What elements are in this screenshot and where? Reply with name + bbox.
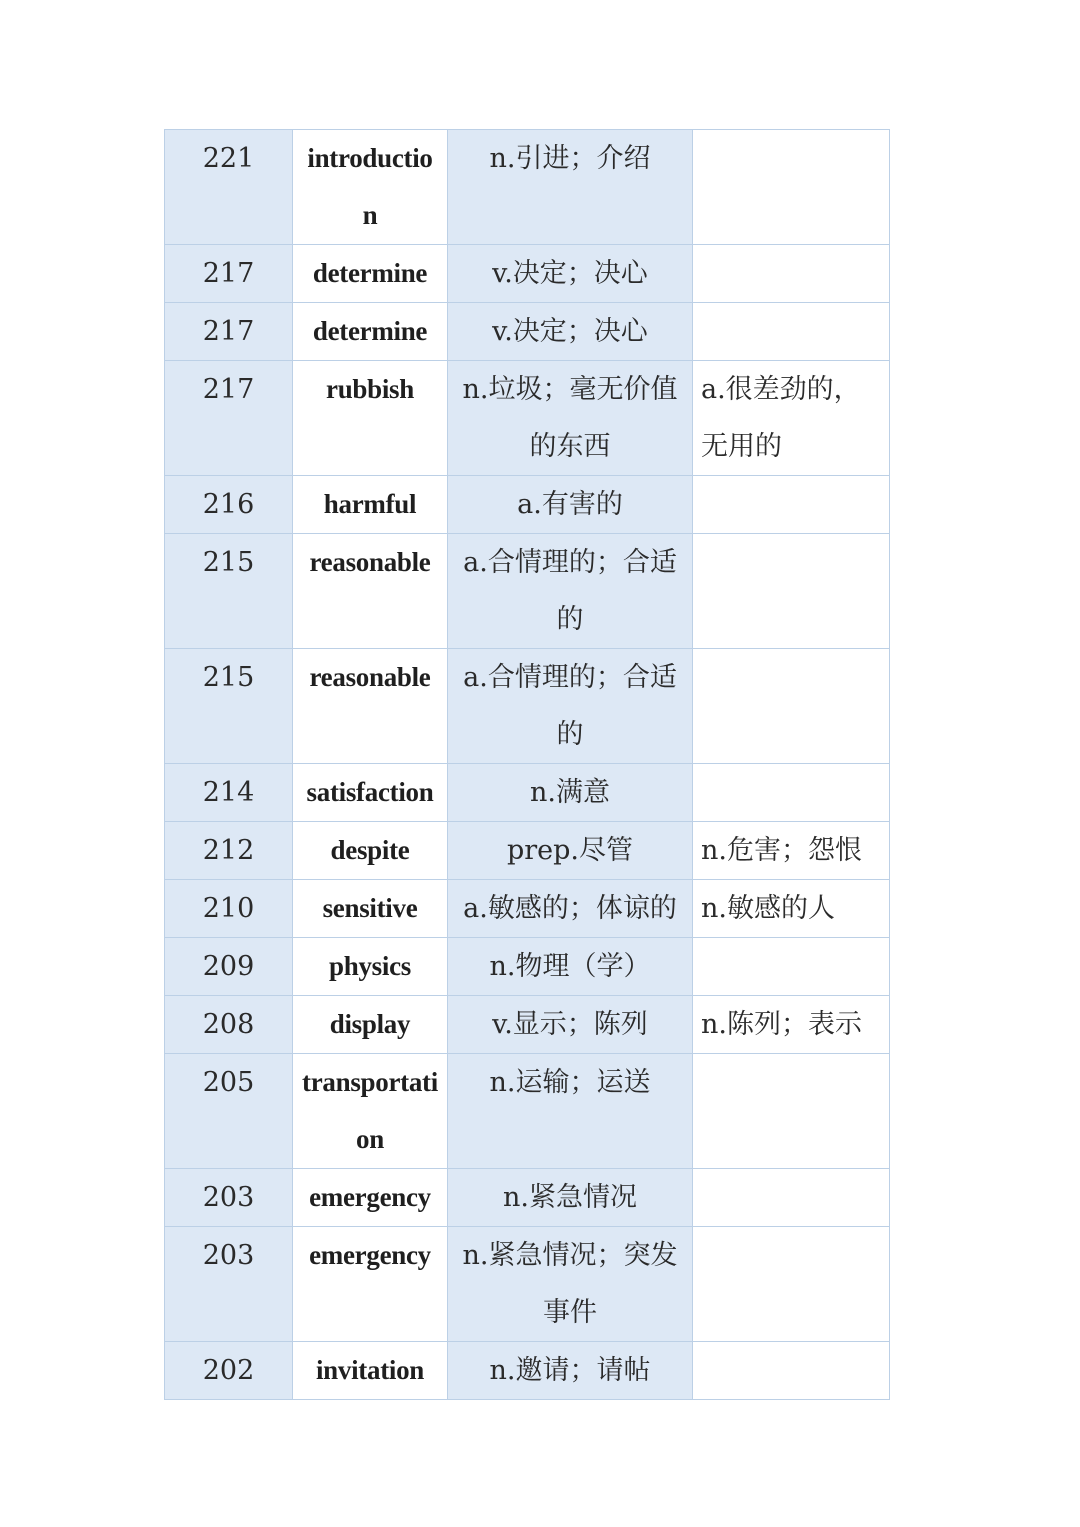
definition-text: n.邀请；请帖 <box>489 1355 651 1386</box>
rank-cell <box>165 361 293 476</box>
word-text: display <box>329 1009 411 1039</box>
vocabulary-table <box>164 129 890 1400</box>
word-text: reasonable <box>309 662 431 692</box>
rank-text: 208 <box>202 1009 255 1040</box>
definition-cell <box>448 1227 693 1342</box>
word-text: rubbish <box>326 374 414 404</box>
rank-text: 203 <box>202 1240 255 1271</box>
word-cell <box>293 476 448 534</box>
table-row <box>165 938 890 996</box>
definition-text: n.紧急情况 <box>503 1182 637 1213</box>
word-cell <box>293 649 448 764</box>
definition-cell <box>448 476 693 534</box>
extra-definition-cell <box>693 996 890 1054</box>
rank-cell <box>165 534 293 649</box>
definition-text: v.决定；决心 <box>492 316 648 347</box>
rank-cell <box>165 476 293 534</box>
rank-cell <box>165 649 293 764</box>
word-cell <box>293 361 448 476</box>
table-row <box>165 1169 890 1227</box>
word-text: invitation <box>315 1355 425 1385</box>
rank-cell <box>165 764 293 822</box>
definition-cell <box>448 245 693 303</box>
table-row <box>165 130 890 245</box>
table-row <box>165 822 890 880</box>
definition-cell <box>448 938 693 996</box>
word-cell <box>293 764 448 822</box>
extra-definition-cell <box>693 476 890 534</box>
word-text: physics <box>329 951 411 981</box>
word-cell <box>293 303 448 361</box>
table-row <box>165 1227 890 1342</box>
table-row <box>165 245 890 303</box>
word-text: satisfaction <box>306 777 434 807</box>
rank-cell <box>165 822 293 880</box>
table-row <box>165 476 890 534</box>
definition-cell <box>448 822 693 880</box>
extra-definition-cell <box>693 938 890 996</box>
definition-text: v.决定；决心 <box>492 258 648 289</box>
word-cell <box>293 880 448 938</box>
word-text: reasonable <box>309 547 431 577</box>
definition-text: a.敏感的；体谅的 <box>463 893 677 924</box>
rank-cell <box>165 303 293 361</box>
table-row <box>165 1054 890 1169</box>
rank-cell <box>165 130 293 245</box>
extra-definition-cell <box>693 1169 890 1227</box>
extra-definition-cell <box>693 130 890 245</box>
table-row <box>165 649 890 764</box>
table-row <box>165 764 890 822</box>
word-text: introduction <box>307 143 433 230</box>
extra-definition-cell <box>693 764 890 822</box>
table-row <box>165 996 890 1054</box>
rank-cell <box>165 245 293 303</box>
definition-text: n.运输；运送 <box>489 1067 651 1098</box>
definition-text: n.引进；介绍 <box>489 143 651 174</box>
rank-text: 217 <box>202 374 255 405</box>
table-row <box>165 534 890 649</box>
rank-text: 215 <box>202 547 255 578</box>
definition-text: a.有害的 <box>517 489 623 520</box>
definition-cell <box>448 649 693 764</box>
definition-cell <box>448 1169 693 1227</box>
rank-text: 215 <box>202 662 255 693</box>
definition-cell <box>448 303 693 361</box>
word-cell <box>293 1227 448 1342</box>
definition-text: a.合情理的；合适的 <box>463 547 677 635</box>
rank-text: 209 <box>202 951 255 982</box>
rank-text: 212 <box>202 835 255 866</box>
rank-cell <box>165 996 293 1054</box>
word-cell <box>293 534 448 649</box>
rank-text: 203 <box>202 1182 255 1213</box>
definition-cell <box>448 361 693 476</box>
word-cell <box>293 996 448 1054</box>
word-cell <box>293 1169 448 1227</box>
definition-text: n.垃圾；毫无价值的东西 <box>462 374 678 462</box>
definition-cell <box>448 534 693 649</box>
rank-text: 216 <box>202 489 255 520</box>
table-row <box>165 1342 890 1400</box>
rank-text: 205 <box>202 1067 255 1098</box>
definition-cell <box>448 1342 693 1400</box>
rank-cell <box>165 1169 293 1227</box>
extra-definition-cell <box>693 303 890 361</box>
definition-text: prep.尽管 <box>506 835 634 866</box>
definition-text: n.紧急情况；突发事件 <box>462 1240 678 1328</box>
rank-text: 214 <box>202 777 255 808</box>
definition-text: v.显示；陈列 <box>492 1009 648 1040</box>
table-row <box>165 880 890 938</box>
extra-definition-text: n.敏感的人 <box>701 893 835 924</box>
extra-definition-text: n.危害；怨恨 <box>701 835 862 866</box>
rank-text: 210 <box>202 893 255 924</box>
vocabulary-table-body <box>165 130 890 1400</box>
extra-definition-cell <box>693 361 890 476</box>
word-text: emergency <box>309 1182 431 1212</box>
extra-definition-cell <box>693 534 890 649</box>
definition-cell <box>448 764 693 822</box>
table-row <box>165 361 890 476</box>
word-text: determine <box>312 316 428 346</box>
rank-text: 221 <box>202 143 255 174</box>
extra-definition-cell <box>693 1342 890 1400</box>
definition-cell <box>448 996 693 1054</box>
definition-text: a.合情理的；合适的 <box>463 662 677 750</box>
word-text: transportation <box>302 1067 438 1154</box>
word-cell <box>293 130 448 245</box>
extra-definition-text: n.陈列；表示 <box>701 1009 862 1040</box>
extra-definition-cell <box>693 1054 890 1169</box>
extra-definition-cell <box>693 1227 890 1342</box>
rank-cell <box>165 1227 293 1342</box>
word-cell <box>293 245 448 303</box>
word-cell <box>293 938 448 996</box>
word-cell <box>293 822 448 880</box>
word-cell <box>293 1342 448 1400</box>
rank-cell <box>165 938 293 996</box>
rank-cell <box>165 880 293 938</box>
extra-definition-cell <box>693 880 890 938</box>
definition-text: n.满意 <box>530 777 610 808</box>
extra-definition-cell <box>693 245 890 303</box>
word-text: emergency <box>309 1240 431 1270</box>
word-text: sensitive <box>322 893 418 923</box>
word-text: harmful <box>323 489 417 519</box>
definition-cell <box>448 1054 693 1169</box>
rank-cell <box>165 1342 293 1400</box>
word-cell <box>293 1054 448 1169</box>
extra-definition-cell <box>693 822 890 880</box>
extra-definition-cell <box>693 649 890 764</box>
extra-definition-text: a.很差劲的，无用的 <box>701 374 861 462</box>
definition-cell <box>448 880 693 938</box>
definition-cell <box>448 130 693 245</box>
table-row <box>165 303 890 361</box>
rank-text: 217 <box>202 258 255 289</box>
word-text: determine <box>312 258 428 288</box>
rank-text: 217 <box>202 316 255 347</box>
definition-text: n.物理（学） <box>489 951 651 982</box>
rank-text: 202 <box>202 1355 255 1386</box>
word-text: despite <box>330 835 410 865</box>
rank-cell <box>165 1054 293 1169</box>
